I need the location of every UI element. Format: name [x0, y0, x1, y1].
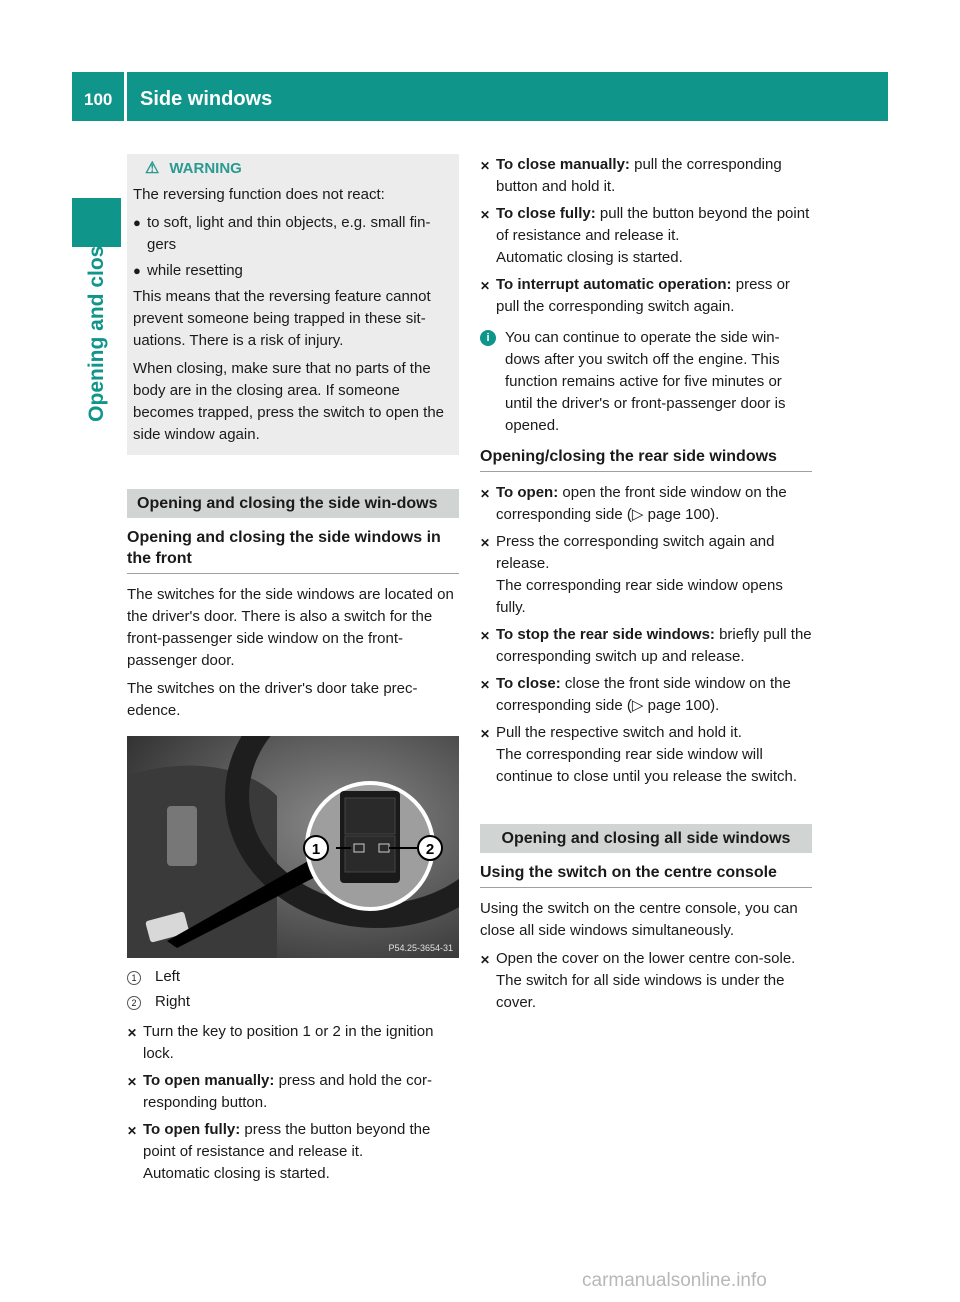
step-text: press and hold the cor-responding button. — [143, 1072, 432, 1111]
step-bold: To open fully: — [143, 1121, 241, 1138]
bullet-icon: ● — [133, 263, 141, 278]
header-divider — [124, 72, 127, 121]
step-text: Turn the key to position 1 or 2 in the ignition lock. — [143, 1023, 434, 1062]
step-bold: To interrupt automatic operation: — [496, 276, 732, 293]
watermark: carmanualsonline.info — [582, 1270, 767, 1291]
body-paragraph: Using the switch on the centre console, you can close all side windows simultaneously. — [480, 900, 798, 939]
warning-triangle-icon: ⚠ — [145, 160, 160, 177]
step-arrow-icon: ✕ — [480, 629, 491, 643]
step-arrow-icon: ✕ — [127, 1075, 138, 1089]
instruction-step — [127, 1021, 459, 1065]
step-note: Automatic closing is started. — [143, 1165, 330, 1182]
step-text: press the button beyond the point of resistance and release it. — [143, 1121, 431, 1160]
step-arrow-icon: ✕ — [127, 1026, 138, 1040]
info-text: You can continue to operate the side win-dows after you switch off the engine. This function remains active for five minutes or until the driver's or front-passenger door is opened. — [505, 329, 786, 434]
instruction-step — [480, 624, 812, 668]
warning-item — [133, 260, 453, 282]
warning-intro: The reversing function does not react: — [133, 186, 385, 203]
bullet-icon: ● — [133, 215, 141, 230]
page-number: 100 — [84, 90, 113, 109]
step-text: Open the cover on the lower centre con-sole. — [496, 950, 796, 967]
step-arrow-icon: ✕ — [480, 678, 491, 692]
instruction-step — [480, 531, 812, 619]
legend-item — [127, 991, 459, 1013]
step-bold: To stop the rear side windows: — [496, 626, 715, 643]
door-switch-photo — [127, 736, 459, 958]
legend-item — [127, 966, 459, 988]
warning-title: WARNING — [169, 160, 242, 177]
section-title: Side windows — [140, 88, 273, 110]
step-text: pull the corresponding button and hold it. — [496, 156, 782, 195]
step-bold: To close fully: — [496, 205, 596, 222]
instruction-step — [480, 722, 812, 788]
info-icon: i — [480, 330, 496, 346]
step-note: Automatic closing is started. — [496, 249, 683, 266]
subheading-front: Opening and closing the side windows in the front — [127, 527, 459, 574]
step-arrow-icon: ✕ — [480, 159, 491, 173]
instruction-step — [127, 1119, 459, 1185]
body-paragraph: The switches for the side windows are located on the driver's door. There is also a switch for the front-passenger side window on the front-passenger door. — [127, 586, 454, 669]
step-arrow-icon: ✕ — [480, 208, 491, 222]
step-bold: To open: — [496, 484, 559, 501]
subheading-all: Using the switch on the centre console — [480, 862, 812, 888]
photo-code: P54.25-3654-31 — [388, 943, 453, 953]
left-column — [127, 154, 459, 1190]
warning-item-text: to soft, light and thin objects, e.g. small fin-gers — [147, 214, 431, 253]
instruction-step — [480, 948, 812, 1014]
warning-paragraph: When closing, make sure that no parts of the body are in the closing area. If someone becomes trapped, press the switch to open the side window again. — [133, 360, 445, 443]
section-heading-all: Opening and closing all side windows — [480, 824, 812, 853]
step-note: The corresponding rear side window opens fully. — [496, 577, 783, 616]
step-text: press or pull the corresponding switch again. — [496, 276, 790, 315]
step-note: The corresponding rear side window will continue to close until you release the switch. — [496, 746, 798, 785]
step-text: Pull the respective switch and hold it. — [496, 724, 742, 741]
step-note: The switch for all side windows is under the cover. — [496, 972, 785, 1011]
subheading-rear: Opening/closing the rear side windows — [480, 446, 812, 472]
info-note — [480, 327, 812, 437]
warning-box — [127, 154, 459, 455]
instruction-step — [480, 274, 812, 318]
instruction-step — [480, 482, 812, 526]
step-text: open the front side window on the corresponding side (▷ page 100). — [496, 484, 787, 523]
step-arrow-icon: ✕ — [480, 727, 491, 741]
step-text: close the front side window on the corresponding side (▷ page 100). — [496, 675, 791, 714]
right-column — [480, 154, 812, 1019]
step-bold: To close: — [496, 675, 561, 692]
step-arrow-icon: ✕ — [480, 279, 491, 293]
legend-label: Left — [155, 968, 181, 985]
step-text: briefly pull the corresponding switch up and release. — [496, 626, 812, 665]
step-arrow-icon: ✕ — [480, 487, 491, 501]
legend-number: 2 — [127, 996, 141, 1010]
step-arrow-icon: ✕ — [127, 1124, 138, 1138]
warning-heading — [133, 158, 453, 180]
warning-item-text: while resetting — [147, 262, 243, 279]
warning-paragraph: This means that the reversing feature cannot prevent someone being trapped in these sit-uations. There is a risk of injury. — [133, 288, 431, 349]
instruction-step — [480, 203, 812, 269]
step-arrow-icon: ✕ — [480, 953, 491, 967]
warning-item — [133, 212, 453, 256]
instruction-step — [480, 673, 812, 717]
step-text: Press the corresponding switch again and release. — [496, 533, 775, 572]
step-arrow-icon: ✕ — [480, 536, 491, 550]
legend-label: Right — [155, 993, 191, 1010]
side-tab-label: Opening and closing — [85, 214, 108, 422]
instruction-step — [480, 154, 812, 198]
step-bold: To open manually: — [143, 1072, 275, 1089]
legend-number: 1 — [127, 971, 141, 985]
section-heading-front: Opening and closing the side win-dows — [127, 489, 459, 518]
instruction-step — [127, 1070, 459, 1114]
photo-callout-1: 1 — [311, 841, 321, 858]
step-text: pull the button beyond the point of resistance and release it. — [496, 205, 810, 244]
door-switch-illustration — [127, 736, 459, 958]
body-paragraph: The switches on the driver's door take prec-edence. — [127, 680, 418, 719]
step-bold: To close manually: — [496, 156, 630, 173]
photo-callout-2: 2 — [425, 841, 435, 858]
